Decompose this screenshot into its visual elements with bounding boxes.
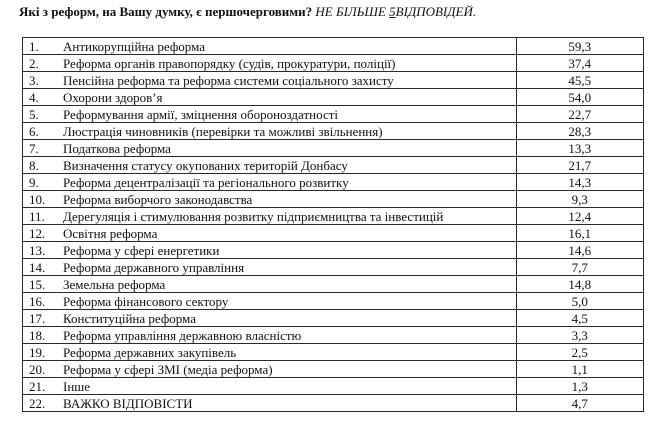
row-number: 2. <box>29 55 39 71</box>
reform-cell <box>23 157 517 174</box>
reform-label: Інше <box>63 378 91 394</box>
percent-value: 7,7 <box>516 259 643 276</box>
percent-value: 1,3 <box>516 378 643 395</box>
reform-label: Дерегуляція і стимулювання розвитку підприємництва та інвестицій <box>63 208 444 224</box>
reform-label: Конституційна реформа <box>63 310 196 326</box>
row-number: 16. <box>29 293 46 309</box>
table-row <box>23 72 644 89</box>
answer-limit-prefix: НЕ БІЛЬШЕ <box>315 4 386 19</box>
reform-cell <box>23 191 517 208</box>
row-number: 6. <box>29 123 39 139</box>
reforms-table <box>22 37 644 412</box>
table-row <box>23 327 644 344</box>
percent-value: 2,5 <box>516 344 643 361</box>
reform-label: Реформування армії, зміцнення обороноздатності <box>63 106 339 122</box>
table-row <box>23 140 644 157</box>
row-number: 12. <box>29 225 46 241</box>
reform-cell <box>23 395 517 412</box>
reform-cell <box>23 242 517 259</box>
percent-value: 22,7 <box>516 106 643 123</box>
table-row <box>23 106 644 123</box>
table-row <box>23 242 644 259</box>
row-number: 15. <box>29 276 46 292</box>
answer-limit-suffix: ВІДПОВІДЕЙ. <box>395 4 477 19</box>
table-row <box>23 157 644 174</box>
row-number: 13. <box>29 242 46 258</box>
row-number: 11. <box>29 208 45 224</box>
reform-cell <box>23 293 517 310</box>
reform-cell <box>23 38 517 55</box>
percent-value: 14,6 <box>516 242 643 259</box>
percent-value: 59,3 <box>516 38 643 55</box>
table-row <box>23 38 644 55</box>
reform-label: Охорони здоров’я <box>63 89 163 105</box>
table-row <box>23 395 644 412</box>
reform-cell <box>23 208 517 225</box>
reform-cell <box>23 378 517 395</box>
row-number: 14. <box>29 259 46 275</box>
reform-cell <box>23 327 517 344</box>
table-row <box>23 55 644 72</box>
reform-label: Реформа державного управління <box>63 259 245 275</box>
percent-value: 9,3 <box>516 191 643 208</box>
reform-label: Реформа у сфері ЗМІ (медіа реформа) <box>63 361 273 377</box>
reform-cell <box>23 259 517 276</box>
reform-cell <box>23 174 517 191</box>
survey-question <box>19 4 476 20</box>
reform-label: Реформа у сфері енергетики <box>63 242 220 258</box>
row-number: 17. <box>29 310 46 326</box>
table-row <box>23 361 644 378</box>
row-number: 1. <box>29 38 39 54</box>
percent-value: 37,4 <box>516 55 643 72</box>
row-number: 20. <box>29 361 46 377</box>
table-row <box>23 191 644 208</box>
row-number: 19. <box>29 344 46 360</box>
table-row <box>23 378 644 395</box>
table-row <box>23 123 644 140</box>
reform-cell <box>23 344 517 361</box>
percent-value: 28,3 <box>516 123 643 140</box>
reform-label: ВАЖКО ВІДПОВІСТИ <box>63 395 193 411</box>
reform-label: Реформа виборчого законодавства <box>63 191 253 207</box>
row-number: 18. <box>29 327 46 343</box>
table-row <box>23 293 644 310</box>
percent-value: 45,5 <box>516 72 643 89</box>
reform-label: Земельна реформа <box>63 276 166 292</box>
percent-value: 1,1 <box>516 361 643 378</box>
table-row <box>23 310 644 327</box>
table-row <box>23 276 644 293</box>
percent-value: 21,7 <box>516 157 643 174</box>
reform-cell <box>23 310 517 327</box>
reform-label: Пенсійна реформа та реформа системи соціального захисту <box>63 72 394 88</box>
reform-cell <box>23 72 517 89</box>
row-number: 9. <box>29 174 39 190</box>
reform-cell <box>23 225 517 242</box>
row-number: 21. <box>29 378 46 394</box>
percent-value: 14,8 <box>516 276 643 293</box>
percent-value: 12,4 <box>516 208 643 225</box>
percent-value: 16,1 <box>516 225 643 242</box>
percent-value: 13,3 <box>516 140 643 157</box>
percent-value: 3,3 <box>516 327 643 344</box>
reform-cell <box>23 123 517 140</box>
reform-label: Реформа органів правопорядку (судів, прокуратури, поліції) <box>63 55 396 71</box>
reform-label: Люстрація чиновників (перевірки та можливі звільнення) <box>63 123 383 139</box>
row-number: 7. <box>29 140 39 156</box>
percent-value: 4,7 <box>516 395 643 412</box>
table-row <box>23 89 644 106</box>
percent-value: 14,3 <box>516 174 643 191</box>
reform-label: Визначення статусу окупованих територій Донбасу <box>63 157 348 173</box>
reform-label: Антикорупційна реформа <box>63 38 205 54</box>
table-row <box>23 225 644 242</box>
reform-cell <box>23 106 517 123</box>
row-number: 22. <box>29 395 46 411</box>
row-number: 5. <box>29 106 39 122</box>
row-number: 4. <box>29 89 39 105</box>
table-row <box>23 174 644 191</box>
reform-label: Реформа фінансового сектору <box>63 293 229 309</box>
row-number: 10. <box>29 191 46 207</box>
table-row <box>23 259 644 276</box>
row-number: 3. <box>29 72 39 88</box>
answer-limit-number: 5 <box>389 4 396 19</box>
reform-cell <box>23 55 517 72</box>
reform-label: Реформа децентралізації та регіонального розвитку <box>63 174 349 190</box>
reform-cell <box>23 361 517 378</box>
reform-label: Освітня реформа <box>63 225 158 241</box>
percent-value: 5,0 <box>516 293 643 310</box>
row-number: 8. <box>29 157 39 173</box>
reform-label: Реформа управління державною власністю <box>63 327 302 343</box>
reform-label: Реформа державних закупівель <box>63 344 237 360</box>
percent-value: 54,0 <box>516 89 643 106</box>
percent-value: 4,5 <box>516 310 643 327</box>
table-row <box>23 208 644 225</box>
reform-cell <box>23 276 517 293</box>
reform-cell <box>23 140 517 157</box>
reform-label: Податкова реформа <box>63 140 171 156</box>
table-row <box>23 344 644 361</box>
reform-cell <box>23 89 517 106</box>
question-text: Які з реформ, на Вашу думку, є першочерговими? <box>19 4 313 19</box>
